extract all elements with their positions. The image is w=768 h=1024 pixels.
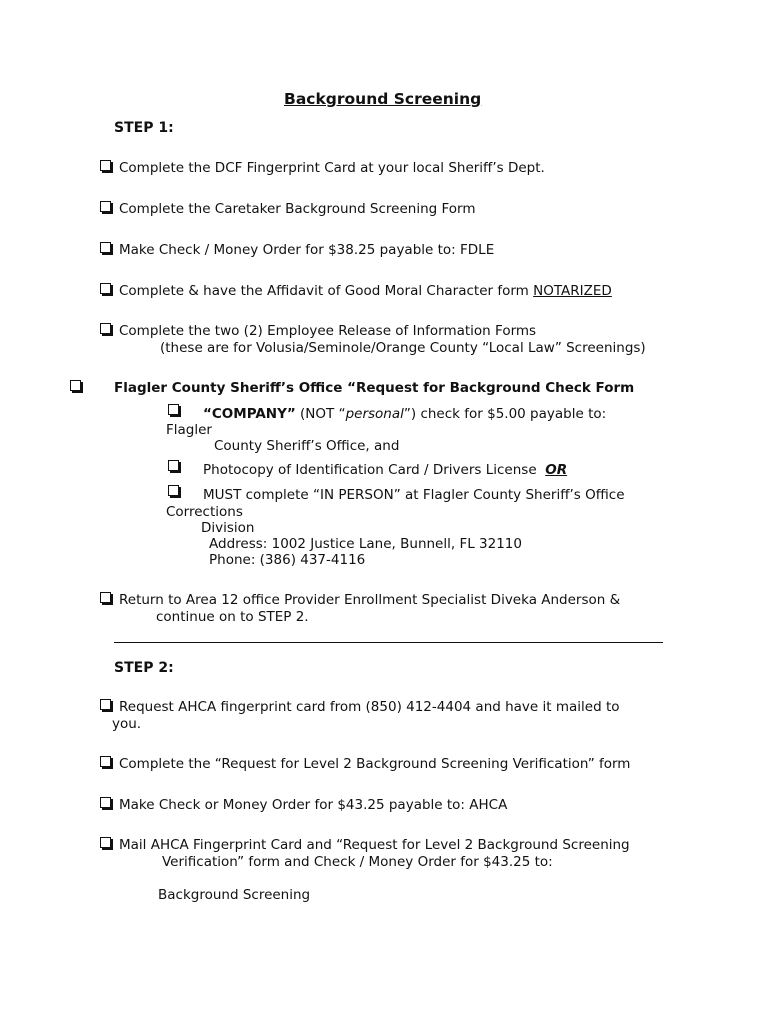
flagler-company-line3: County Sheriff’s Office, and [214,438,400,454]
flagler-heading: Flagler County Sheriff’s Office “Request for Background Check Form [114,380,635,396]
flagler-company-check [203,406,606,423]
checkbox-icon[interactable] [100,797,111,808]
flagler-in-person: MUST complete “IN PERSON” at Flagler County Sheriff’s Office [203,487,625,503]
photocopy-text: Photocopy of Identification Card / Drivers License [203,462,537,478]
checkbox-icon[interactable] [100,242,111,253]
notarized-text: NOTARIZED [533,283,612,299]
step1-item-fingerprint: Complete the DCF Fingerprint Card at your local Sheriff’s Dept. [119,160,545,176]
step1-item-caretaker-form: Complete the Caretaker Background Screening Form [119,201,476,217]
flagler-address: Address: 1002 Justice Lane, Bunnell, FL 32110 [209,536,522,552]
flagler-phone: Phone: (386) 437-4116 [209,552,366,568]
step1-item-fdle-payment: Make Check / Money Order for $38.25 payable to: FDLE [119,242,495,258]
flagler-photocopy [203,462,567,479]
flagler-in-person-line2: Corrections [166,504,243,520]
step2-item-ahca-card: Request AHCA fingerprint card from (850) 412-4404 and have it mailed to [119,699,620,715]
step2-item-mail: Mail AHCA Fingerprint Card and “Request for Level 2 Background Screening [119,837,630,853]
flagler-company-line2: Flagler [166,422,212,438]
step2-item-level2-form: Complete the “Request for Level 2 Background Screening Verification” form [119,756,631,772]
company-label: “COMPANY” [203,406,296,422]
flagler-in-person-line3: Division [201,520,255,536]
checkbox-icon[interactable] [100,283,111,294]
checkbox-icon[interactable] [100,323,111,334]
checkbox-icon[interactable] [100,160,111,171]
step1-item-release-forms: Complete the two (2) Employee Release of Information Forms [119,323,537,339]
checkbox-icon[interactable] [100,756,111,767]
step1-item-affidavit [119,283,612,300]
checkbox-icon[interactable] [168,404,179,415]
checkbox-icon[interactable] [100,592,111,603]
or-text: OR [545,462,568,478]
step2-item-ahca-payment: Make Check or Money Order for $43.25 payable to: AHCA [119,797,508,813]
company-not-open: (NOT “ [295,406,346,422]
affidavit-text: Complete & have the Affidavit of Good Moral Character form [119,283,534,299]
return-item-line2: continue on to STEP 2. [156,609,309,625]
return-item-line1: Return to Area 12 office Provider Enrollment Specialist Diveka Anderson & [119,592,621,608]
page-title: Background Screening [284,90,482,108]
step2-item-mail-line2: Verification” form and Check / Money Order for $43.25 to: [162,854,553,870]
checkbox-icon[interactable] [168,485,179,496]
step2-heading: STEP 2: [114,660,174,676]
checkbox-icon[interactable] [100,699,111,710]
checkbox-icon[interactable] [100,837,111,848]
company-personal: personal [345,406,404,422]
checkbox-icon[interactable] [168,460,179,471]
release-forms-note: (these are for Volusia/Seminole/Orange County “Local Law” Screenings) [160,340,646,356]
checkbox-icon[interactable] [70,380,81,391]
step1-heading: STEP 1: [114,120,174,136]
step2-item-ahca-card-line2: you. [112,716,142,732]
checkbox-icon[interactable] [100,201,111,212]
company-not-close: ”) check for $5.00 payable to: [403,406,607,422]
mail-address-line: Background Screening [158,887,311,903]
section-divider [114,642,663,643]
